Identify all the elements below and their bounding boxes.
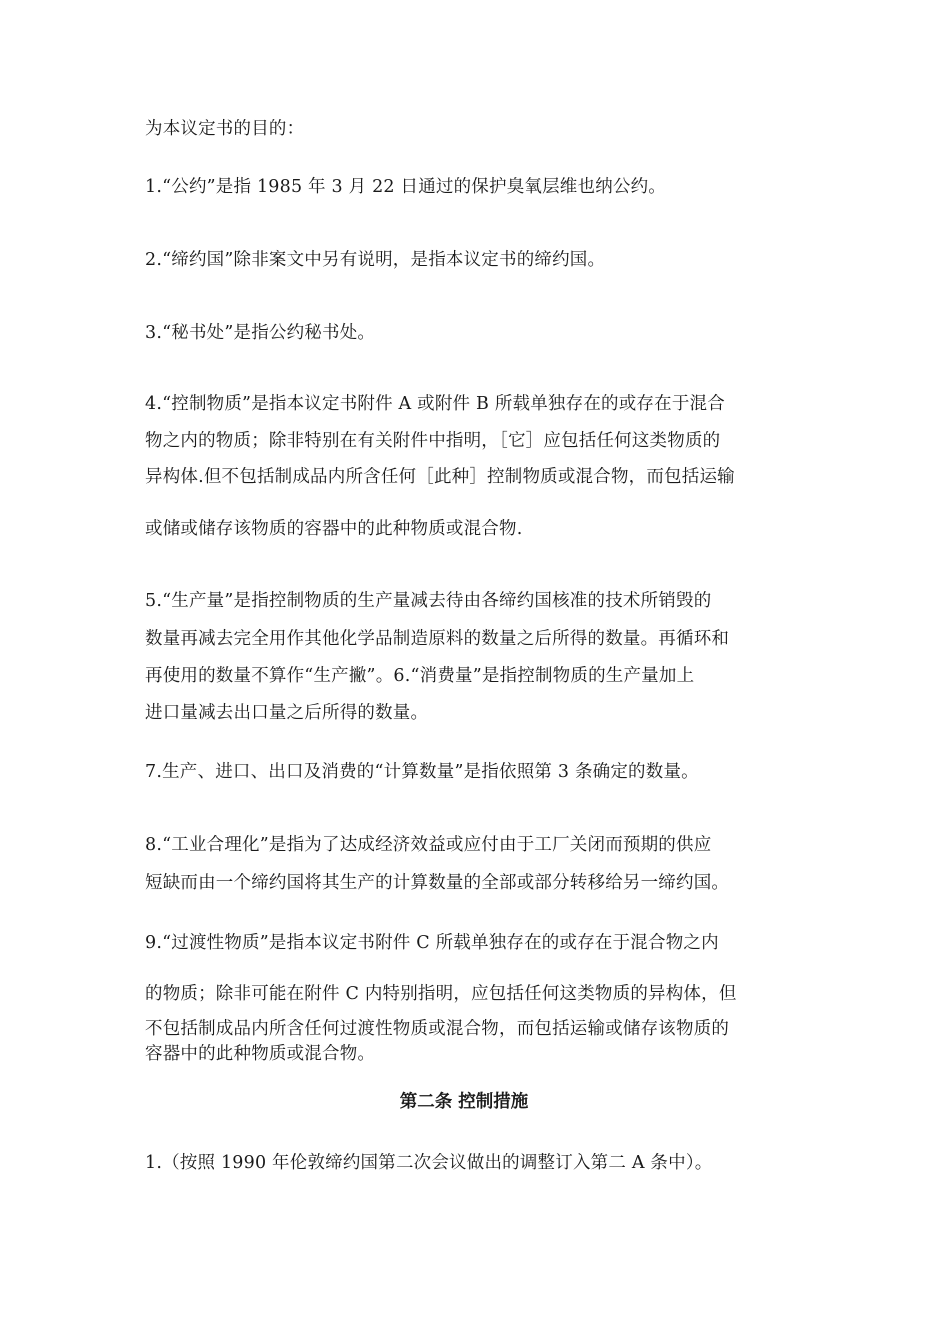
definition-item-5-line-3: 再使用的数量不算作“生产撇”。6.“消费量”是指控制物质的生产量加上 — [145, 666, 695, 686]
definition-item-7: 7.生产、进口、出口及消费的“计算数量”是指依照第 3 条确定的数量。 — [145, 762, 699, 782]
definition-item-8-line-2: 短缺而由一个缔约国将其生产的计算数量的全部或部分转移给另一缔约国。 — [145, 873, 730, 893]
definition-item-3: 3.“秘书处”是指公约秘书处。 — [145, 323, 376, 343]
intro-text: 为本议定书的目的： — [145, 119, 305, 139]
definition-item-4-line-3: 异构体.但不包括制成品内所含任何［此种］控制物质或混合物，而包括运输 — [145, 467, 735, 487]
definition-item-4-line-2: 物之内的物质；除非特别在有关附件中指明，［它］应包括任何这类物质的 — [145, 431, 721, 451]
definition-item-9-line-4: 容器中的此种物质或混合物。 — [145, 1044, 376, 1064]
definition-item-2: 2.“缔约国”除非案文中另有说明，是指本议定书的缔约国。 — [145, 250, 606, 270]
definition-item-9-line-1: 9.“过渡性物质”是指本议定书附件 C 所载单独存在的或存在于混合物之内 — [145, 933, 719, 953]
definition-item-8-line-1: 8.“工业合理化”是指为了达成经济效益或应付由于工厂关闭而预期的供应 — [145, 835, 712, 855]
article-heading: 第二条 控制措施 — [399, 1092, 529, 1112]
article-item-1: 1.（按照 1990 年伦敦缔约国第二次会议做出的调整订入第二 A 条中）。 — [145, 1153, 713, 1173]
definition-item-5-line-1: 5.“生产量”是指控制物质的生产量减去待由各缔约国核准的技术所销毁的 — [145, 591, 712, 611]
definition-item-9-line-2: 的物质；除非可能在附件 C 内特别指明，应包括任何这类物质的异构体，但 — [145, 984, 737, 1004]
definition-item-1: 1.“公约”是指 1985 年 3 月 22 日通过的保护臭氧层维也纳公约。 — [145, 177, 667, 197]
definition-item-5-line-2: 数量再减去完全用作其他化学品制造原料的数量之后所得的数量。再循环和 — [145, 629, 730, 649]
definition-item-4-line-1: 4.“控制物质”是指本议定书附件 A 或附件 B 所载单独存在的或存在于混合 — [145, 394, 725, 414]
definition-item-4-line-4: 或储或储存该物质的容器中的此种物质或混合物. — [145, 519, 523, 539]
definition-item-9-line-3: 不包括制成品内所含任何过渡性物质或混合物，而包括运输或储存该物质的 — [145, 1019, 730, 1039]
definition-item-5-line-4: 进口量减去出口量之后所得的数量。 — [145, 703, 429, 723]
